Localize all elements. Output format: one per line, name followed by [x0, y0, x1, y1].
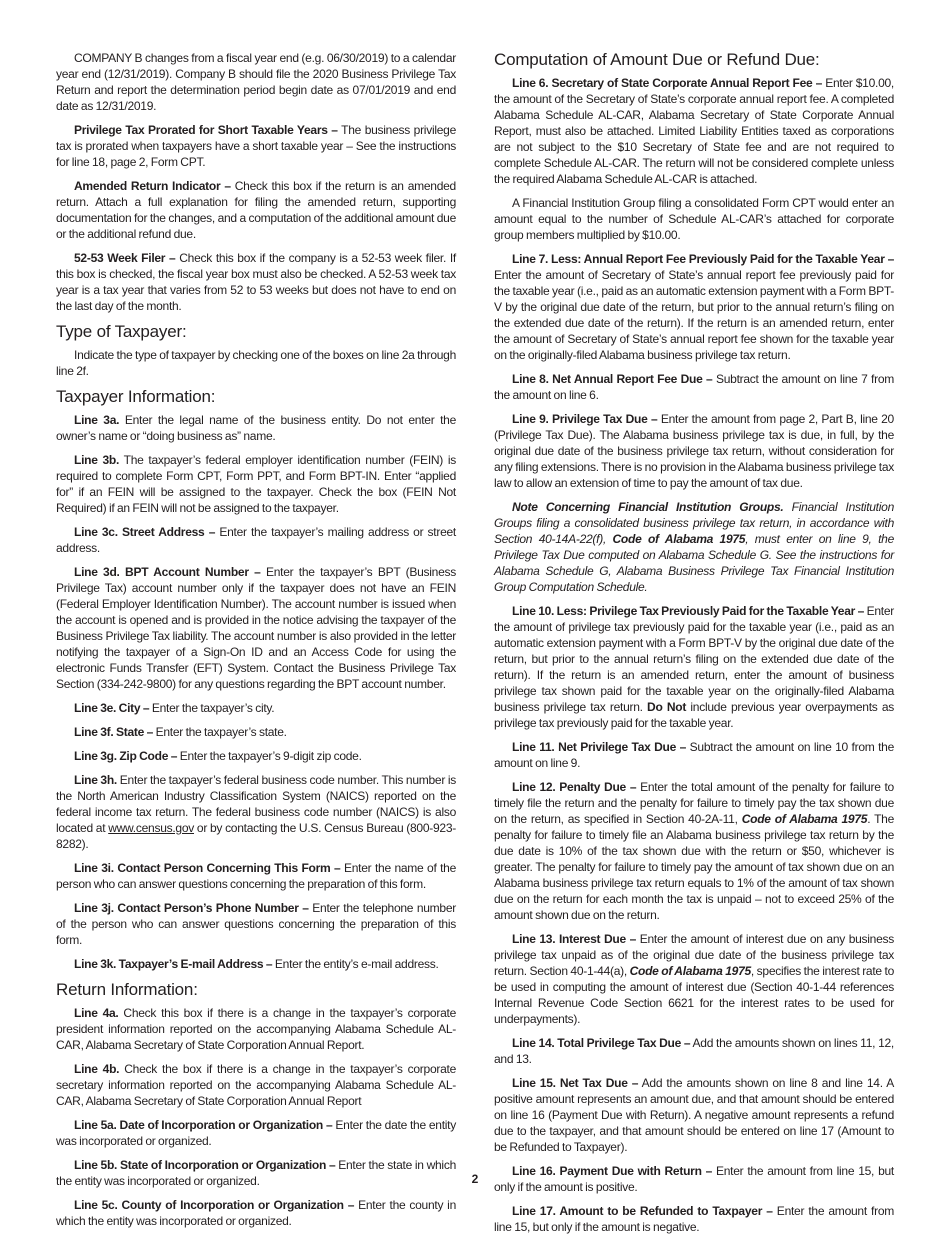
paragraph-line-6: Line 6. Secretary of State Corporate Annual Report Fee – Enter $10.00, the amount of the Secretary of State’s corporate annual report fee. A completed Alabama Schedule AL-CAR, Alabama Secretary of State Corporate Annual Report, must also be attached. Limited Liability Entities taxed as corporations are not subject to the $10 Secretary of State fee and are not required to complete Schedule AL-CAR. The return will not be considered complete unless the required Alabama Schedule AL-CAR is attached.	[494, 76, 894, 186]
paragraph-line-3j: Line 3j. Contact Person’s Phone Number – Enter the telephone number of the person who can answer questions concerning the preparation of this form.	[56, 901, 456, 947]
paragraph-line-4b: Line 4b. Check the box if there is a change in the taxpayer’s corporate secretary information reported on the accompanying Alabama Schedule AL-CAR, Alabama Secretary of State Corporation Annual Report	[56, 1062, 456, 1108]
paragraph-line-4a: Line 4a. Check this box if there is a change in the taxpayer’s corporate president information reported on the accompanying Alabama Schedule AL-CAR, Alabama Secretary of State Corporation Annual Report.	[56, 1006, 456, 1052]
paragraph-line-8: Line 8. Net Annual Report Fee Due – Subtract the amount on line 7 from the amount on line 6.	[494, 372, 895, 402]
paragraph-line-16: Line 16. Payment Due with Return – Enter the amount from line 15, but only if the amount is positive.	[494, 1164, 894, 1194]
paragraph-line-5a: Line 5a. Date of Incorporation or Organization – Enter the date the entity was incorporated or organized.	[56, 1118, 456, 1148]
paragraph-line-3k: Line 3k. Taxpayer’s E-mail Address – Enter the entity’s e-mail address.	[74, 957, 439, 971]
paragraph-line-5b: Line 5b. State of Incorporation or Organization – Enter the state in which the entity was incorporated or organized.	[56, 1158, 456, 1188]
paragraph-line-3b: Line 3b. The taxpayer’s federal employer identification number (FEIN) is required to complete Form CPT, Form PPT, and Form BPT-IN. Enter “applied for” if an FEIN will be assigned to the taxpayer. Check the box (FEIN Not Required) if an FEIN will not be assigned to the taxpayer.	[56, 453, 456, 515]
paragraph-line-3a: Line 3a. Enter the legal name of the business entity. Do not enter the owner’s name or “doing business as” name.	[56, 413, 456, 443]
heading-return-information: Return Information:	[56, 980, 198, 999]
heading-taxpayer-information: Taxpayer Information:	[56, 387, 216, 406]
heading-type-of-taxpayer: Type of Taxpayer:	[56, 322, 187, 341]
paragraph-line-3g: Line 3g. Zip Code – Enter the taxpayer’s 9-digit zip code.	[74, 749, 362, 763]
paragraph-financial-group: A Financial Institution Group filing a consolidated Form CPT would enter an amount equal to the number of Schedule AL-CAR’s attached for corporate group members multiplied by $10.00.	[494, 196, 894, 242]
paragraph-line-3h: Line 3h. Enter the taxpayer’s federal business code number. This number is the North American Industry Classification System (NAICS) reported on the federal income tax return. The federal business code number (NAICS) is also located at www.census.gov or by contacting the U.S. Census Bureau (800-923-8282).	[56, 773, 456, 851]
paragraph-line-15: Line 15. Net Tax Due – Add the amounts shown on line 8 and line 14. A positive amount represents an amount due, and that amount should be entered on line 16 (Payment Due with Return). A negative amount represents a refund due to the taxpayer, and that amount should be entered on line 17 (Amount to be Refunded to Taxpayer).	[494, 1076, 894, 1154]
paragraph-intro: COMPANY B changes from a fiscal year end (e.g. 06/30/2019) to a calendar year end (12/31/2019). Company B should file the 2020 Business Privilege Tax Return and report the determination period begin date as 07/01/2019 and end date as 12/31/2019.	[56, 51, 456, 113]
paragraph-line-9: Line 9. Privilege Tax Due – Enter the amount from page 2, Part B, line 20 (Privilege Tax Due). The Alabama business privilege tax is due, in full, by the original due date of the business privilege tax return, without consideration for any filing extensions. There is no provision in the Alabama business privilege tax law to allow an extension of time to pay the amount of tax due.	[494, 412, 894, 490]
paragraph-52-53-week: 52-53 Week Filer – Check this box if the company is a 52-53 week filer. If this box is checked, the fiscal year box must also be checked. A 52-53 week tax year is a tax year that varies from 52 to 53 weeks but does not have to end on the last day of the month.	[56, 251, 456, 313]
page-number: 2	[471, 1172, 479, 1186]
paragraph-line-3i: Line 3i. Contact Person Concerning This Form – Enter the name of the person who can answer questions concerning the preparation of this form.	[56, 861, 457, 891]
paragraph-line-11: Line 11. Net Privilege Tax Due – Subtract the amount on line 10 from the amount on line 9.	[494, 740, 894, 770]
paragraph-prorated: Privilege Tax Prorated for Short Taxable Years – The business privilege tax is prorated when taxpayers have a short taxable year – See the instructions for line 18, page 2, Form CPT.	[56, 123, 456, 169]
paragraph-amended: Amended Return Indicator – Check this box if the return is an amended return. Attach a full explanation for filing the amended return, supporting documentation for the changes, and a computation of the additional amount due or the additional refund due.	[56, 179, 456, 241]
right-column	[494, 50, 894, 1243]
paragraph-line-13: Line 13. Interest Due – Enter the amount of interest due on any business privilege tax unpaid as of the original due date of the business privilege tax return. Section 40-1-44(a), Code of Alabama 1975, specifies the interest rate to be used in computing the amount of interest due (Section 40-1-44 references Internal Revenue Code Section 6621 for the interest rates to be used for underpayments).	[494, 932, 894, 1026]
paragraph-line-10: Line 10. Less: Privilege Tax Previously Paid for the Taxable Year – Enter the amount of privilege tax previously paid for the taxable year (i.e., paid as an automatic extension payment with a Form BPT-V by the original due date of the return, but prior to the annual return’s filing on the extended due date of the return). If the return is an amended return, enter the amount of business privilege tax shown paid for the taxable year on the originally-filed Alabama business privilege tax return. Do Not include previous year overpayments as privilege tax previously paid for the taxable year.	[494, 604, 895, 730]
left-column	[56, 50, 456, 1237]
paragraph-line-3e: Line 3e. City – Enter the taxpayer’s city.	[74, 701, 275, 715]
paragraph-line-3f: Line 3f. State – Enter the taxpayer’s state.	[74, 725, 287, 739]
paragraph-line-12: Line 12. Penalty Due – Enter the total amount of the penalty for failure to timely file the return and the penalty for failure to timely pay the tax shown due on the return, as specified in Section 40-2A-11, Code of Alabama 1975. The penalty for failure to timely file an Alabama business privilege tax return by the due date is 10% of the tax shown due with the return or $50, whichever is greater. The penalty for failure to timely pay the amount of tax shown due on an Alabama business privilege tax return equals to 1% of the amount of tax shown due on the return for each month the tax is unpaid – not to exceed 25% of the amount shown due on the return.	[494, 780, 895, 922]
paragraph-line-14: Line 14. Total Privilege Tax Due – Add the amounts shown on lines 11, 12, and 13.	[494, 1036, 894, 1066]
paragraph-line-7: Line 7. Less: Annual Report Fee Previously Paid for the Taxable Year – Enter the amount of Secretary of State’s annual report fee previously paid for the taxable year (i.e., paid as an automatic extension payment with a Form BPT-V by the original due date of the return, but prior to the annual return’s filing on the extended due date of the return). If the return is an amended return, enter the amount of Secretary of State’s annual report fee shown for the taxable year on the originally-filed Alabama business privilege tax return.	[494, 252, 894, 362]
census-link[interactable]: www.census.gov	[108, 821, 195, 835]
paragraph-line-5c: Line 5c. County of Incorporation or Organization – Enter the county in which the entity was incorporated or organized.	[56, 1198, 456, 1228]
paragraph-line-3d: Line 3d. BPT Account Number – Enter the taxpayer’s BPT (Business Privilege Tax) account number only if the taxpayer does not have an FEIN (Federal Employer Identification Number). The account number is issued when the account is opened and is provided in the notice advising the taxpayer of the Business Privilege Tax liability. The account number is also provided in the letter notifying the taxpayer of a Sign-On ID and an Access Code for using the electronic Funds Transfer (EFT) System. Contact the Business Privilege Tax Section (334-242-9800) for any questions regarding the BPT account number.	[56, 565, 456, 691]
heading-computation: Computation of Amount Due or Refund Due:	[494, 50, 820, 69]
paragraph-note-financial-groups: Note Concerning Financial Institution Groups. Financial Institution Groups filing a consolidated business privilege tax return, in accordance with Section 40-14A-22(f), Code of Alabama 1975, must enter on line 9, the Privilege Tax Due computed on Alabama Schedule G. See the instructions for Alabama Schedule G, Alabama Business Privilege Tax Financial Institution Group Computation Schedule.	[494, 500, 894, 594]
paragraph-line-17: Line 17. Amount to be Refunded to Taxpayer – Enter the amount from line 15, but only if the amount is negative.	[494, 1204, 895, 1234]
paragraph-line-3c: Line 3c. Street Address – Enter the taxpayer’s mailing address or street address.	[56, 525, 456, 555]
paragraph-type: Indicate the type of taxpayer by checking one of the boxes on line 2a through line 2f.	[56, 348, 456, 378]
